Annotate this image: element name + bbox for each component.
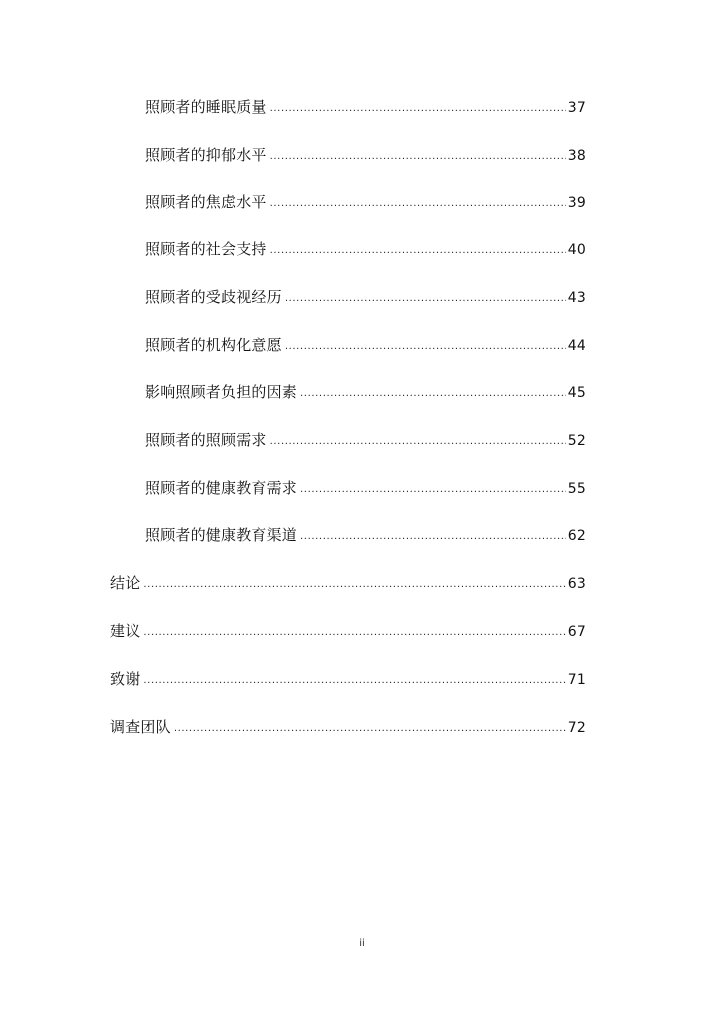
toc-entry-title: 照顾者的照顾需求 (145, 431, 267, 449)
toc-entry-title: 影响照顾者负担的因素 (145, 383, 298, 401)
toc-entry-page: 67 (567, 624, 586, 640)
toc-entry-institutionalization (145, 333, 586, 357)
dot-leader (270, 239, 566, 263)
toc-entry-page: 37 (567, 100, 586, 116)
toc-entry-acknowledgements (110, 667, 586, 691)
toc-entry-health-education-needs (145, 476, 586, 500)
dot-leader (270, 430, 566, 454)
dot-leader (300, 382, 566, 406)
dot-leader (174, 717, 566, 741)
toc-entry-page: 72 (567, 720, 586, 736)
dot-leader (143, 669, 565, 693)
toc-entry-title: 照顾者的健康教育需求 (145, 479, 298, 497)
toc-entry-title: 建议 (110, 622, 141, 640)
dot-leader (285, 287, 566, 311)
toc-entry-conclusion (110, 571, 586, 595)
toc-entry-page: 40 (567, 242, 586, 258)
toc-entry-title: 照顾者的抑郁水平 (145, 146, 267, 164)
toc-entry-recommendations (110, 619, 586, 643)
dot-leader (270, 145, 566, 169)
toc-entry-page: 44 (567, 338, 586, 354)
toc-entry-page: 38 (567, 148, 586, 164)
toc-entry-page: 45 (567, 385, 586, 401)
toc-entry-page: 39 (567, 195, 586, 211)
dot-leader (270, 192, 566, 216)
toc-entry-page: 71 (567, 672, 586, 688)
toc-entry-page: 55 (567, 481, 586, 497)
toc-entry-title: 结论 (110, 574, 141, 592)
toc-entry-discrimination (145, 285, 586, 309)
toc-entry-depression-level (145, 143, 586, 167)
dot-leader (300, 478, 566, 502)
dot-leader (300, 525, 566, 549)
toc-entry-title: 照顾者的社会支持 (145, 240, 267, 258)
toc-entry-title: 调查团队 (110, 718, 171, 736)
toc-entry-title: 照顾者的机构化意愿 (145, 336, 282, 354)
dot-leader (270, 97, 566, 121)
toc-entry-anxiety-level (145, 190, 586, 214)
toc-entry-burden-factors (145, 380, 586, 404)
toc-entry-page: 52 (567, 433, 586, 449)
toc-entry-title: 照顾者的焦虑水平 (145, 193, 267, 211)
toc-entry-sleep-quality (145, 95, 586, 119)
toc-entry-survey-team (110, 715, 586, 739)
toc-entry-title: 致谢 (110, 670, 141, 688)
dot-leader (285, 335, 566, 359)
toc-entry-page: 43 (567, 290, 586, 306)
toc-entry-title: 照顾者的健康教育渠道 (145, 526, 298, 544)
toc-entry-health-education-channels (145, 523, 586, 547)
toc-entry-social-support (145, 237, 586, 261)
toc-entry-title: 照顾者的受歧视经历 (145, 288, 282, 306)
dot-leader (143, 573, 565, 597)
footer-page-number: ii (359, 938, 365, 949)
toc-entry-title: 照顾者的睡眠质量 (145, 98, 267, 116)
dot-leader (143, 621, 565, 645)
toc-entry-care-needs (145, 428, 586, 452)
toc-entry-page: 63 (567, 576, 586, 592)
toc-entry-page: 62 (567, 528, 586, 544)
